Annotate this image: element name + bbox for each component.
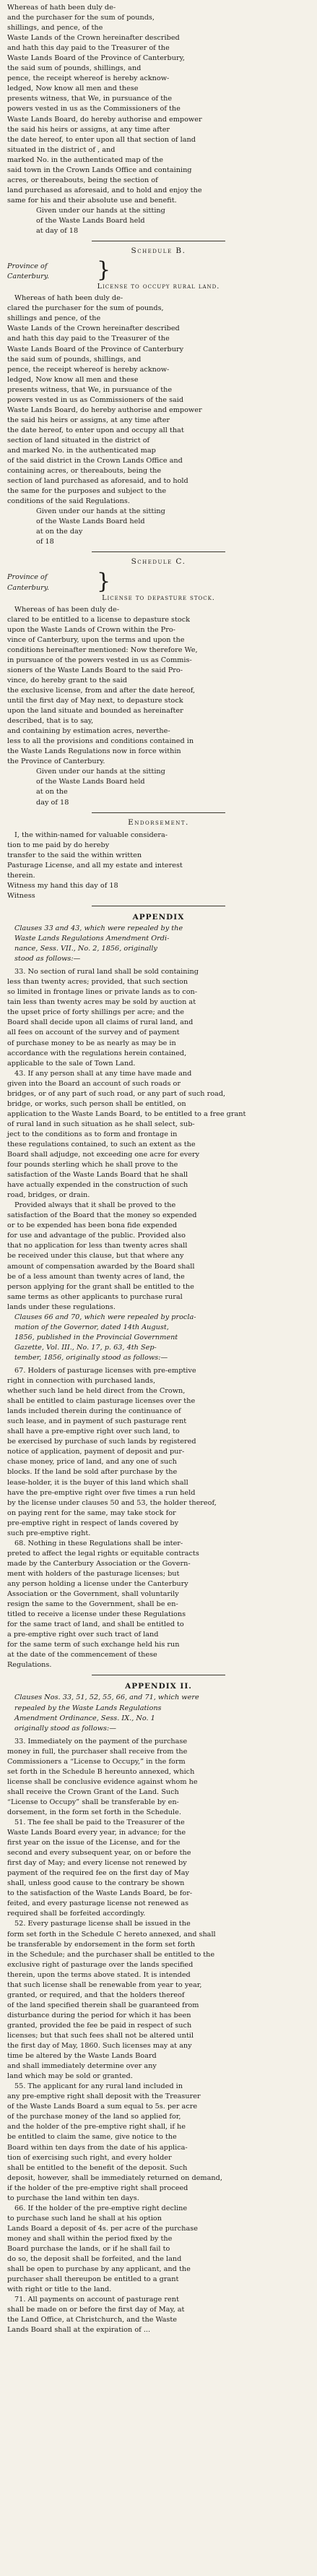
text-line: granted, or required, and that the holders thereof	[7, 1991, 185, 1999]
text-line: that such license shall be renewable from year to year,	[7, 1980, 202, 1989]
text-line: and marked No. in the authenticated map	[7, 446, 156, 455]
text-line: tion of exercising such right, and every holder	[7, 2153, 172, 2162]
text-line: of the Waste Lands Board a sum equal to 5s. per acre	[7, 2103, 198, 2111]
text-line: Lands Board a deposit of 4s. per acre of the purchase	[7, 2224, 198, 2233]
text-line: preted to affect the legal rights or equitable contracts	[7, 1549, 199, 1558]
text-line: 43. If any person shall at any time have made and	[14, 1069, 192, 1078]
text-line: marked No. in the authenticated map of the	[7, 155, 163, 164]
clause-paragraph	[7, 1919, 310, 2082]
text-line: money and shall within the period fixed by the	[7, 2234, 173, 2243]
caption-line: Clauses Nos. 33, 51, 52, 55, 66, and 71, which were	[14, 1693, 199, 1702]
text-line: or to be expended has been bona fide expended	[7, 1222, 178, 1230]
text-line: Waste Lands of the Crown hereinafter described	[7, 325, 180, 333]
text-line: any person holding a license under the Canterbury	[7, 1579, 188, 1588]
schedule-a-text	[7, 3, 310, 236]
appendix-one-title: APPENDIX	[132, 912, 185, 922]
text-line: first day of May; and every license not renewed by	[7, 1859, 187, 1868]
text-line: the first day of May, 1860. Such licenses may at any	[7, 2042, 192, 2051]
text-line: road, bridges, or drain.	[7, 1191, 90, 1200]
text-line: money in full, the purchaser shall receive from the	[7, 1747, 188, 1756]
text-line: license shall be conclusive evidence against whom he	[7, 1777, 198, 1786]
text-line: land purchased as aforesaid, and to hold and enjoy the	[7, 186, 202, 194]
text-line: described, that is to say,	[7, 717, 94, 726]
text-line: Provided always that it shall be proved to the	[14, 1201, 176, 1210]
appendix-two	[7, 1681, 310, 2335]
appendix-one-caption	[7, 924, 310, 964]
caption-line: Clauses 33 and 43, which were repealed by the	[14, 924, 183, 932]
text-line: section of land purchased as aforesaid, and to hold	[7, 477, 188, 486]
text-line: such lease, and in payment of such pasturage rent	[7, 1417, 187, 1426]
caption-line: tember, 1856, originally stood as follows:—	[14, 1353, 168, 1362]
text-line: I, the within-named for valuable considera-	[14, 830, 168, 839]
text-line: made by the Canterbury Association or the Govern-	[7, 1559, 191, 1568]
text-line: the said sum of pounds, shillings, and	[7, 64, 142, 73]
text-line: that no application for less than twenty acres shall	[7, 1242, 188, 1250]
text-line: shall be open to purchase by any applicant, and the	[7, 2265, 191, 2274]
text-line: of the land specified therein shall be guaranteed from	[7, 2001, 199, 2009]
brace-icon: }	[97, 568, 111, 594]
clause-paragraph	[7, 2204, 310, 2295]
text-line: “License to Occupy” shall be transferable by en-	[7, 1798, 179, 1806]
text-line: less to all the provisions and conditions contained in	[7, 737, 194, 746]
text-line: of the said district in the Crown Lands Office and	[7, 457, 183, 465]
text-line: 68. Nothing in these Regulations shall be inter-	[14, 1539, 183, 1547]
text-line: at day of 18	[36, 227, 79, 236]
text-line: Waste Lands Board of the Province of Canterbury	[7, 345, 184, 353]
text-line: in pursuance of the powers vested in us as Commis-	[7, 656, 192, 664]
caption-line: repealed by the Waste Lands Regulations	[14, 1704, 162, 1712]
text-line: Waste Lands Board every year, in advance; for the	[7, 1829, 186, 1837]
text-line: such pre-emptive right.	[7, 1529, 91, 1537]
text-line: of the Waste Lands Board held	[36, 518, 145, 526]
text-line: vince, do hereby grant to the said	[7, 676, 127, 684]
text-line: have the pre-emptive right over five times a run held	[7, 1488, 196, 1497]
text-line: and the holder of the pre-emptive right shall, if he	[7, 2123, 186, 2131]
text-line: be entitled to claim the same, give notice to the	[7, 2133, 177, 2142]
schedule-b	[7, 246, 310, 547]
text-line: Given under our hands at the sitting	[36, 507, 165, 516]
caption-line: stood as follows:—	[14, 955, 81, 963]
text-line: ledged, Now know all men and these	[7, 85, 139, 93]
caption-line: Waste Lands Regulations Amendment Ordi-	[14, 935, 170, 943]
text-line: Board within ten days from the date of his applica-	[7, 2143, 188, 2152]
text-line: presents witness, that We, in pursuance of the	[7, 95, 173, 103]
text-line: 52. Every pasturage license shall be issued in the	[14, 1920, 191, 1928]
clause-paragraph	[7, 2082, 310, 2204]
divider	[92, 812, 225, 813]
text-line: shall be entitled to the benefit of the deposit. Such	[7, 2163, 188, 2172]
text-line: any pre-emptive right shall deposit with the Treasurer	[7, 2092, 201, 2101]
text-line: have actually expended in the construction of such	[7, 1181, 188, 1190]
text-line: chase money, price of land, and any one of such	[7, 1458, 177, 1467]
province-line: Canterbury.	[7, 272, 50, 281]
text-line: granted, provided the fee be paid in respect of such	[7, 2021, 192, 2030]
text-line: Witness	[7, 891, 35, 900]
text-line: Whereas of hath been duly de-	[14, 294, 123, 303]
text-line: do so, the deposit shall be forfeited, and the land	[7, 2255, 182, 2264]
text-line: and shall immediately determine over any	[7, 2062, 157, 2071]
appendix-two-body	[7, 1737, 310, 2336]
text-line: to the satisfaction of the Waste Lands Board, be for-	[7, 1889, 193, 1898]
text-line: be of a less amount than twenty acres of land, the	[7, 1272, 185, 1281]
text-line: shall be entitled to claim pasturage licenses over the	[7, 1397, 196, 1406]
text-line: of the Waste Lands Board held	[36, 216, 145, 225]
text-line: pence, the receipt whereof is hereby acknow-	[7, 365, 170, 374]
text-line: Whereas of has been duly de-	[14, 605, 119, 614]
text-line: at the date of the commencement of these	[7, 1651, 157, 1660]
text-line: for use and advantage of the public. Provided also	[7, 1232, 186, 1240]
text-line: Board shall adjudge, not exceeding one acre for every	[7, 1151, 200, 1159]
text-line: Board shall decide upon all claims of rural land, and	[7, 1018, 194, 1027]
clause-paragraph	[7, 1818, 310, 1919]
text-line: Witness my hand this day of 18	[7, 881, 118, 890]
text-line: powers vested in us as Commissioners of the said	[7, 395, 184, 404]
text-line: the date hereof, to enter upon all that section of land	[7, 135, 196, 144]
text-line: same for his and their absolute use and benefit.	[7, 196, 177, 205]
text-line: licenses; but that such fees shall not be altered until	[7, 2032, 194, 2040]
text-line: first year on the issue of the License, and for the	[7, 1839, 181, 1847]
text-line: exclusive right of pasturage over the lands specified	[7, 1960, 194, 1969]
text-line: land which may be sold or granted.	[7, 2072, 133, 2081]
text-line: form set forth in the Schedule C hereto annexed, and shall	[7, 1930, 216, 1939]
caption-line: Gazette, Vol. III., No. 17, p. 63, 4th Sep-	[14, 1343, 157, 1352]
text-line: and hath this day paid to the Treasurer of the	[7, 44, 170, 53]
caption-line: mation of the Governor, dated 14th August,	[14, 1323, 169, 1331]
text-line: shall, unless good cause to the contrary be shown	[7, 1879, 185, 1888]
text-line: lands under these regulations.	[7, 1302, 116, 1311]
text-line: the Province of Canterbury.	[7, 757, 105, 766]
text-line: to purchase such land he shall at his option	[7, 2214, 162, 2223]
text-line: bridges, or of any part of such road, or any part of such road,	[7, 1089, 226, 1098]
text-line: Regulations.	[7, 1661, 52, 1670]
text-line: Board purchase the lands, or if he shall fail to	[7, 2244, 170, 2253]
text-line: the exclusive license, from and after the date hereof,	[7, 687, 196, 695]
caption-line: Amendment Ordinance, Sess. IX., No. 1	[14, 1714, 155, 1722]
text-line: be received under this clause, but that where any	[7, 1252, 184, 1261]
text-line: upon the Waste Lands of Crown within the Pro-	[7, 625, 175, 634]
text-line: on paying rent for the same, may take stock for	[7, 1508, 176, 1517]
text-line: Whereas of hath been duly de-	[7, 4, 116, 12]
text-line: until the first day of May next, to depasture stock	[7, 697, 183, 705]
text-line: person applying for the grant shall be entitled to the	[7, 1282, 194, 1291]
schedule-b-title: Schedule B.	[131, 246, 186, 256]
province-line: Province of	[7, 262, 48, 271]
text-line: Waste Lands Board of the Province of Canterbury,	[7, 54, 185, 63]
text-line: ject to the conditions as to form and frontage in	[7, 1130, 178, 1138]
text-line: of 18	[36, 538, 54, 546]
text-line: titled to receive a license under these Regulations	[7, 1610, 186, 1619]
text-line: feited, and every pasturage license not renewed as	[7, 1899, 189, 1908]
text-line: four pounds sterling which he shall prove to the	[7, 1161, 178, 1169]
text-line: disturbance during the period for which it has been	[7, 2011, 191, 2019]
text-line: same terms as other applicants to purchase rural	[7, 1292, 183, 1301]
text-line: at on the day	[36, 528, 83, 536]
text-line: 67. Holders of pasturage licenses with pre-emptive	[14, 1367, 196, 1375]
text-line: the Waste Lands Regulations now in force within	[7, 747, 181, 756]
text-line: Waste Lands of the Crown hereinafter described	[7, 34, 180, 43]
license-heading: License to depasture stock.	[102, 593, 215, 602]
clause-paragraph	[7, 1366, 310, 1539]
text-line: second and every subsequent year, on or before the	[7, 1849, 191, 1858]
text-line: resign the same to the Government, shall be en-	[7, 1600, 178, 1609]
text-line: dorsement, in the form set forth in the Schedule.	[7, 1808, 181, 1816]
text-line: blocks. If the land be sold after purchase by the	[7, 1468, 178, 1477]
text-line: payment of the required fee on the first day of May	[7, 1869, 190, 1878]
text-line: applicable to the sale of Town Land.	[7, 1059, 136, 1068]
text-line: satisfaction of the Board that the money so expended	[7, 1211, 197, 1220]
text-line: be exercised by purchase of such lands by registered	[7, 1438, 196, 1446]
text-line: whether such land be held direct from the Crown,	[7, 1387, 186, 1396]
text-line: of the Waste Lands Board held	[36, 778, 145, 786]
text-line: 55. The applicant for any rural land included in	[14, 2082, 183, 2091]
appendix-two-title: APPENDIX II.	[125, 1682, 192, 1691]
endorsement	[7, 817, 310, 901]
caption-line: originally stood as follows:—	[14, 1724, 116, 1733]
text-line: lands included therein during the continuance of	[7, 1407, 181, 1416]
text-line: Association or the Government, shall voluntarily	[7, 1590, 179, 1599]
province-label	[7, 262, 94, 282]
text-line: 71. All payments on account of pasturage rent	[14, 2296, 179, 2304]
text-line: of the purchase money of the land so applied for,	[7, 2113, 181, 2121]
appendix-one-caption-2	[7, 1313, 310, 1363]
text-line: Pasturage License, and all my estate and interest	[7, 861, 183, 870]
text-line: presents witness, that We, in pursuance of the	[7, 385, 173, 394]
text-line: deposit, however, shall be immediately returned on demand,	[7, 2173, 222, 2182]
text-line: 33. Immediately on the payment of the purchase	[14, 1737, 188, 1746]
text-line: therein.	[7, 871, 35, 880]
text-line: the said sum of pounds, shillings, and	[7, 355, 142, 364]
text-line: Given under our hands at the sitting	[36, 206, 165, 215]
caption-line: Clauses 66 and 70, which were repealed by procla-	[14, 1313, 196, 1321]
province-block	[7, 259, 310, 282]
text-line: with right or title to the land.	[7, 2285, 112, 2294]
text-line: shall have a pre-emptive right over such land, to	[7, 1427, 180, 1436]
clause-paragraph	[7, 1201, 310, 1313]
clause-paragraph	[7, 1737, 310, 1818]
text-line: transfer to the said the within written	[7, 851, 142, 859]
text-line: to purchase the land within ten days.	[7, 2194, 139, 2202]
text-line: right in connection with purchased lands,	[7, 1377, 156, 1386]
text-line: purchaser shall thereupon be entitled to a grant	[7, 2275, 179, 2284]
text-line: shall receive the Crown Grant of the Land. Such	[7, 1787, 179, 1796]
text-line: and the purchaser for the sum of pounds,	[7, 14, 155, 22]
text-line: notice of application, payment of deposit and pur-	[7, 1448, 185, 1456]
gazette-page	[7, 0, 310, 2335]
text-line: and containing by estimation acres, neverthe-	[7, 727, 170, 736]
text-line: ment with holders of the pasturage licenses; but	[7, 1569, 180, 1578]
text-line: of rural land in such situation as he shall select, sub-	[7, 1120, 195, 1128]
province-block	[7, 570, 310, 593]
text-line: acres, or thereabouts, being the section of	[7, 176, 158, 184]
province-line: Canterbury.	[7, 583, 50, 592]
text-line: of purchase money to be as nearly as may be in	[7, 1039, 176, 1047]
text-line: set forth in the Schedule B hereunto annexed, which	[7, 1767, 195, 1776]
province-label	[7, 572, 94, 593]
text-line: if the holder of the pre-emptive right shall proceed	[7, 2184, 188, 2192]
text-line: for the same tract of land, and shall be entitled to	[7, 1620, 184, 1629]
text-line: in the Schedule; and the purchaser shall be entitled to the	[7, 1950, 215, 1959]
text-line: given into the Board an account of such roads or	[7, 1079, 181, 1088]
province-line: Province of	[7, 573, 48, 582]
text-line: shillings and pence, of the	[7, 314, 101, 323]
schedule-c-title: Schedule C.	[131, 557, 186, 567]
text-line: clared to be entitled to a license to depasture stock	[7, 615, 191, 624]
text-line: pre-emptive right in respect of lands covered by	[7, 1519, 179, 1527]
text-line: situated in the district of , and	[7, 145, 116, 154]
text-line: day of 18	[36, 798, 69, 807]
text-line: 66. If the holder of the pre-emptive right decline	[14, 2204, 188, 2212]
text-line: upon the land situate and bounded as hereinafter	[7, 707, 183, 716]
text-line: amount of compensation awarded by the Board shall	[7, 1262, 195, 1271]
text-line: clared the purchaser for the sum of pounds,	[7, 304, 164, 313]
text-line: tion to me paid by do hereby	[7, 841, 110, 849]
text-line: be transferable by endorsement in the form set forth	[7, 1940, 196, 1949]
clause-paragraph	[7, 1069, 310, 1201]
text-line: the Land Office, at Christchurch, and the Waste	[7, 2316, 177, 2324]
text-line: the said his heirs or assigns, at any time after	[7, 125, 170, 134]
schedule-a	[7, 3, 310, 236]
schedule-c	[7, 557, 310, 807]
clause-paragraph	[7, 967, 310, 1068]
text-line: Given under our hands at the sitting	[36, 768, 165, 776]
text-line: the same for the purposes and subject to the	[7, 487, 167, 496]
text-line: Lands Board shall at the expiration of ...	[7, 2326, 151, 2335]
appendix-one-body-2	[7, 1366, 310, 1670]
text-line: lease-holder, it is the buyer of this land which shall	[7, 1478, 188, 1487]
caption-line: nance, Sess. VII., No. 2, 1856, originally	[14, 945, 157, 953]
text-line: a pre-emptive right over such tract of land	[7, 1631, 159, 1639]
clause-paragraph	[7, 1539, 310, 1671]
text-line: the upset price of forty shillings per acre; and the	[7, 1008, 185, 1017]
text-line: Commissioners a “License to Occupy,” in the form	[7, 1757, 186, 1766]
schedule-c-text	[7, 605, 310, 808]
text-line: satisfaction of the Waste Lands Board that he shall	[7, 1171, 188, 1180]
text-line: the date hereof, to enter upon and occupy all that	[7, 426, 184, 434]
text-line: so limited in frontage lines or private lands as to con-	[7, 988, 198, 997]
text-line: containing acres, or thereabouts, being the	[7, 467, 162, 476]
text-line: section of land situated in the district of	[7, 436, 150, 445]
text-line: Waste Lands Board, do hereby authorise and empower	[7, 115, 202, 124]
text-line: by the license under clauses 50 and 53, the holder thereof,	[7, 1498, 217, 1507]
brace-icon: }	[97, 257, 111, 283]
endorsement-text	[7, 830, 310, 901]
text-line: conditions of the said Regulations.	[7, 497, 130, 506]
text-line: less than twenty acres; provided, that such section	[7, 978, 188, 987]
text-line: these regulations contained, to such an extent as the	[7, 1140, 196, 1149]
text-line: pence, the receipt whereof is hereby acknow-	[7, 74, 170, 83]
text-line: at on the	[36, 788, 68, 797]
text-line: shillings, and pence, of the	[7, 24, 103, 33]
text-line: said town in the Crown Lands Office and containing	[7, 166, 192, 174]
text-line: required shall be forfeited accordingly.	[7, 1910, 146, 1918]
text-line: bridge, or works, such person shall be entitled, on	[7, 1099, 186, 1108]
clause-paragraph	[7, 2295, 310, 2335]
appendix-one	[7, 912, 310, 1670]
text-line: conditions hereinafter mentioned: Now therefore We,	[7, 645, 198, 654]
appendix-two-caption	[7, 1693, 310, 1733]
text-line: 51. The fee shall be paid to the Treasurer of the	[14, 1819, 185, 1827]
text-line: powers vested in us as the Commissioners of the	[7, 105, 181, 113]
text-line: Waste Lands Board, do hereby authorise and empower	[7, 405, 202, 414]
text-line: accordance with the regulations herein contained,	[7, 1049, 187, 1057]
text-line: shall be made on or before the first day of May, at	[7, 2306, 185, 2314]
divider	[92, 551, 225, 552]
text-line: therein, upon the terms above stated. It is intended	[7, 1970, 191, 1979]
text-line: for the same term of such exchange held his run	[7, 1641, 180, 1649]
text-line: time be altered by the Waste Lands Board	[7, 2052, 157, 2061]
text-line: and hath this day paid to the Treasurer of the	[7, 335, 170, 343]
text-line: application to the Waste Lands Board, to be entitled to a free grant	[7, 1109, 246, 1118]
endorsement-title: Endorsement.	[128, 817, 189, 827]
text-line: all fees on account of the survey and of payment	[7, 1029, 180, 1037]
appendix-one-body	[7, 967, 310, 1313]
text-line: the said his heirs or assigns, at any time after	[7, 416, 170, 424]
license-heading: License to occupy rural land.	[97, 283, 220, 291]
text-line: tain less than twenty acres may be sold by auction at	[7, 998, 196, 1007]
schedule-b-text	[7, 293, 310, 547]
caption-line: 1856, published in the Provincial Government	[14, 1333, 178, 1341]
text-line: vince of Canterbury, upon the terms and upon the	[7, 635, 185, 644]
text-line: 33. No section of rural land shall be sold containing	[14, 968, 199, 976]
text-line: ledged, Now know all men and these	[7, 375, 139, 384]
text-line: sioners of the Waste Lands Board to the said Pro-	[7, 666, 183, 674]
